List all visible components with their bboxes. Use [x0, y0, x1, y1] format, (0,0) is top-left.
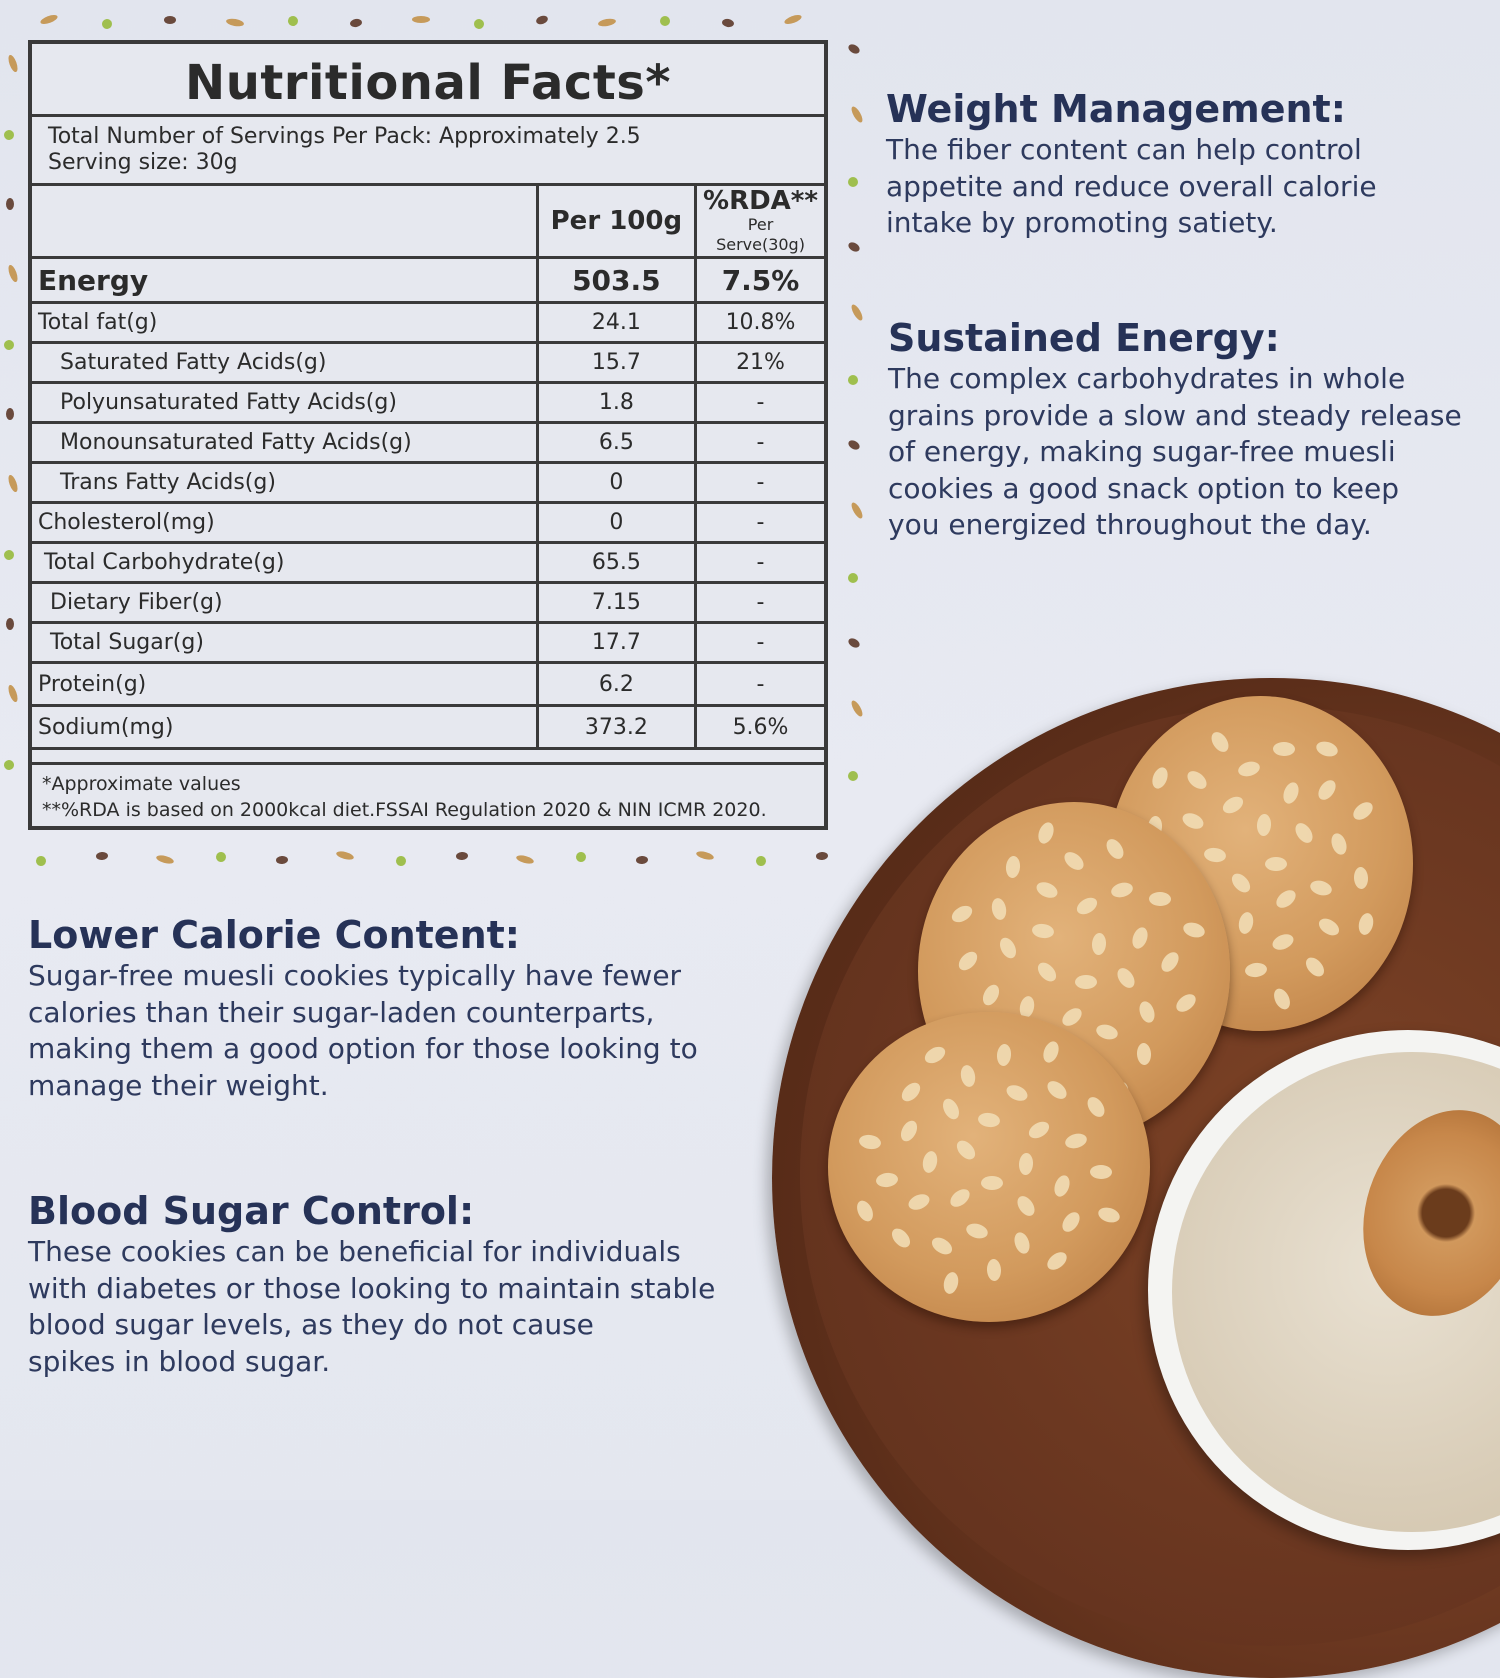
row-rda: 21% [696, 343, 824, 383]
oat-flake [1272, 742, 1294, 756]
oat-flake [1137, 1000, 1157, 1025]
table-row-energy [32, 258, 824, 303]
nutrition-table [32, 186, 824, 750]
oat-flake [921, 1150, 939, 1174]
benefit-lower-calorie [28, 912, 768, 1104]
grain-decoration [846, 373, 860, 387]
oat-flake [898, 1118, 921, 1144]
table-row [32, 543, 824, 583]
oat-flake [1302, 954, 1327, 980]
grain-decoration [349, 18, 362, 28]
oat-flake [906, 1191, 932, 1212]
benefit-title: Sustained Energy: [888, 316, 1280, 360]
row-per100: 24.1 [537, 303, 695, 343]
grain-decoration [535, 14, 549, 26]
nutrition-title: Nutritional Facts* [32, 44, 824, 117]
oat-flake [876, 1172, 900, 1189]
benefit-text: The fiber content can help control appetite and reduce overall calorie intake by promoting satiety. [886, 133, 1377, 239]
oat-flake [929, 1234, 955, 1258]
grain-decoration [335, 850, 354, 861]
oat-flake [1180, 810, 1206, 832]
oat-flake [888, 1225, 913, 1251]
grain-decoration [847, 637, 861, 650]
oat-flake [965, 1221, 990, 1241]
row-rda: - [696, 423, 824, 463]
oat-flake [1270, 931, 1296, 952]
oat-flake [1182, 920, 1207, 940]
oat-flake [939, 1096, 961, 1122]
grain-decoration [7, 54, 20, 73]
grain-decoration [39, 13, 58, 26]
oat-flake [1044, 1077, 1070, 1102]
cookie-image [828, 1012, 1150, 1322]
benefit-title: Weight Management: [886, 87, 1346, 131]
grain-decoration [846, 175, 860, 189]
oat-flake [1074, 894, 1100, 917]
oat-flake [1265, 857, 1287, 871]
oat-flake [1314, 739, 1339, 759]
grain-decoration [515, 854, 534, 865]
row-per100: 373.2 [537, 706, 695, 749]
grain-decoration [3, 759, 15, 771]
row-label: Total Sugar(g) [32, 623, 537, 663]
oat-flake [996, 1044, 1012, 1067]
oat-flake [990, 897, 1008, 921]
oat-flake [1237, 760, 1262, 779]
oat-flake [1064, 1131, 1089, 1150]
row-label: Monounsaturated Fatty Acids(g) [32, 423, 537, 463]
grain-decoration [216, 852, 227, 863]
table-row [32, 623, 824, 663]
row-per100: 0 [537, 503, 695, 543]
benefit-text: The complex carbohydrates in whole grains provide a slow and steady release of energy, making sugar-free muesli cookies a good snack option to keep you energized throughout the day. [888, 362, 1462, 541]
oat-flake [1004, 1082, 1030, 1104]
oat-flake [1094, 1023, 1119, 1043]
oat-flake [959, 1064, 977, 1088]
grain-decoration [276, 855, 289, 864]
row-label: Saturated Fatty Acids(g) [32, 343, 537, 383]
table-row [32, 663, 824, 706]
table-row [32, 383, 824, 423]
grain-decoration [846, 769, 860, 783]
grain-decoration [849, 303, 864, 322]
oat-flake [1137, 1043, 1152, 1066]
grain-decoration [598, 17, 617, 27]
row-rda: 10.8% [696, 303, 824, 343]
oat-flake [1059, 1004, 1085, 1029]
benefit-sustained-energy [888, 315, 1492, 544]
row-label: Energy [32, 258, 537, 303]
oat-flake [986, 1259, 1001, 1282]
oat-flake [1158, 949, 1182, 975]
oat-flake [1256, 814, 1272, 837]
oat-flake [1220, 793, 1246, 816]
serving-size: Serving size: 30g [48, 150, 238, 175]
grain-decoration [226, 17, 245, 27]
oat-flake [858, 1133, 882, 1150]
grain-decoration [6, 618, 14, 630]
oat-flake [1026, 1118, 1052, 1141]
row-rda: 7.5% [696, 258, 824, 303]
row-rda: - [696, 383, 824, 423]
table-header-row [32, 186, 824, 258]
row-per100: 6.5 [537, 423, 695, 463]
grain-decoration [849, 501, 864, 520]
oat-flake [980, 982, 1003, 1008]
grain-decoration [412, 16, 430, 23]
oat-flake [1090, 1165, 1112, 1179]
oat-flake [955, 948, 980, 974]
grain-decoration [6, 408, 14, 420]
row-rda: - [696, 663, 824, 706]
oat-flake [1350, 799, 1376, 824]
row-label: Polyunsaturated Fatty Acids(g) [32, 383, 537, 423]
nutrition-facts-panel [28, 40, 828, 830]
grain-decoration [849, 105, 864, 124]
table-row [32, 343, 824, 383]
row-label: Total Carbohydrate(g) [32, 543, 537, 583]
row-per100: 0 [537, 463, 695, 503]
oat-flake [1228, 871, 1253, 897]
grain-decoration [3, 339, 15, 351]
oat-flake [1271, 986, 1293, 1012]
benefit-blood-sugar [28, 1188, 768, 1380]
benefit-title: Blood Sugar Control: [28, 1189, 475, 1233]
oat-flake [854, 1198, 876, 1224]
oat-flake [1280, 780, 1301, 805]
oat-flake [1237, 911, 1255, 935]
oat-flake [1031, 923, 1055, 940]
oat-flake [947, 1185, 973, 1210]
oat-flake [1203, 846, 1227, 863]
benefit-weight-management [886, 86, 1486, 242]
oat-flake [1173, 991, 1199, 1016]
grain-decoration [721, 18, 734, 28]
table-row [32, 303, 824, 343]
footnote-approximate: *Approximate values [42, 773, 241, 795]
grain-decoration [287, 15, 300, 28]
grain-decoration [847, 241, 861, 254]
oat-flake [1035, 821, 1056, 847]
oat-flake [1114, 965, 1138, 991]
grain-decoration [6, 198, 14, 210]
header-blank [32, 186, 537, 258]
row-rda: - [696, 463, 824, 503]
oat-flake [997, 935, 1019, 961]
header-per-100g: Per 100g [537, 186, 695, 258]
grain-decoration [847, 439, 861, 452]
oat-flake [1011, 1230, 1031, 1255]
row-rda: - [696, 583, 824, 623]
oat-flake [1014, 1193, 1038, 1219]
oat-flake [981, 1176, 1003, 1190]
oat-flake [1034, 959, 1059, 985]
row-rda: - [696, 503, 824, 543]
oat-flake [1051, 1173, 1072, 1198]
grain-decoration [101, 18, 113, 30]
row-label: Cholesterol(mg) [32, 503, 537, 543]
oat-flake [1041, 1040, 1062, 1066]
oat-flake [1044, 1249, 1070, 1274]
oat-flake [1005, 856, 1021, 879]
grain-decoration [756, 856, 767, 867]
row-per100: 7.15 [537, 583, 695, 623]
oat-flake [1034, 879, 1060, 901]
oat-flake [1149, 766, 1170, 792]
grain-decoration [695, 850, 714, 861]
grain-decoration [783, 13, 802, 26]
row-label: Sodium(mg) [32, 706, 537, 749]
row-per100: 17.7 [537, 623, 695, 663]
table-row [32, 463, 824, 503]
grain-decoration [660, 16, 670, 26]
grain-decoration [36, 856, 47, 867]
oat-flake [954, 1138, 979, 1164]
table-row [32, 503, 824, 543]
grain-decoration [3, 549, 15, 561]
oat-flake [1357, 912, 1376, 937]
grain-decoration [473, 18, 485, 30]
grain-decoration [576, 852, 587, 863]
grain-decoration [846, 571, 860, 585]
oat-flake [1292, 820, 1316, 846]
oat-flake [1149, 892, 1171, 906]
oat-flake [942, 1270, 961, 1295]
benefit-title: Lower Calorie Content: [28, 913, 520, 957]
grain-decoration [7, 474, 20, 493]
row-per100: 15.7 [537, 343, 695, 383]
header-rda: %RDA** Per Serve(30g) [696, 186, 824, 258]
grain-decoration [155, 854, 174, 865]
row-label: Total fat(g) [32, 303, 537, 343]
oat-flake [977, 1111, 1001, 1128]
grain-decoration [847, 43, 861, 56]
table-row [32, 423, 824, 463]
oat-flake [1059, 1209, 1083, 1235]
row-label: Protein(g) [32, 663, 537, 706]
oat-flake [922, 1044, 948, 1067]
row-rda: - [696, 623, 824, 663]
oat-flake [1244, 962, 1268, 979]
row-per100: 6.2 [537, 663, 695, 706]
grain-decoration [7, 684, 20, 703]
servings-per-pack: Total Number of Servings Per Pack: Approximately 2.5 [48, 124, 641, 149]
table-row [32, 706, 824, 749]
grain-decoration [456, 851, 469, 860]
oat-flake [1097, 1205, 1122, 1225]
oat-flake [948, 903, 974, 926]
oat-flake [1208, 729, 1232, 755]
grain-decoration [164, 16, 176, 24]
oat-flake [1316, 915, 1342, 939]
grain-decoration [3, 129, 15, 141]
grain-decoration [816, 851, 829, 860]
row-rda: 5.6% [696, 706, 824, 749]
grain-decoration [636, 855, 649, 864]
oat-flake [1273, 887, 1299, 912]
oat-flake [899, 1079, 924, 1105]
row-per100: 65.5 [537, 543, 695, 583]
table-row [32, 583, 824, 623]
oat-flake [1109, 881, 1134, 900]
benefit-text: These cookies can be beneficial for individuals with diabetes or those looking to maintain stable blood sugar levels, as they do not cause spikes in blood sugar. [28, 1235, 716, 1378]
row-per100: 503.5 [537, 258, 695, 303]
grain-decoration [96, 851, 109, 860]
oat-flake [1329, 832, 1349, 857]
row-label: Trans Fatty Acids(g) [32, 463, 537, 503]
oat-flake [1091, 932, 1107, 955]
oat-flake [1018, 1152, 1034, 1175]
oat-flake [1184, 767, 1210, 792]
grain-decoration [849, 699, 864, 718]
oat-flake [1130, 925, 1151, 950]
grain-decoration [396, 856, 407, 867]
oat-flake [1103, 836, 1127, 862]
row-rda: - [696, 543, 824, 583]
oat-flake [1084, 1094, 1108, 1120]
benefit-text: Sugar-free muesli cookies typically have fewer calories than their sugar-laden counterparts, making them a good option for those looking to manage their weight. [28, 959, 698, 1102]
oat-flake [1075, 975, 1097, 989]
row-per100: 1.8 [537, 383, 695, 423]
nutrition-footnotes [32, 762, 824, 828]
servings-info [32, 114, 824, 186]
oat-flake [1354, 867, 1369, 890]
footnote-rda: **%RDA is based on 2000kcal diet.FSSAI Regulation 2020 & NIN ICMR 2020. [42, 799, 767, 821]
row-label: Dietary Fiber(g) [32, 583, 537, 623]
grain-decoration [7, 264, 20, 283]
oat-flake [1308, 878, 1333, 898]
oat-flake [1315, 777, 1339, 803]
oat-flake [1061, 848, 1087, 873]
